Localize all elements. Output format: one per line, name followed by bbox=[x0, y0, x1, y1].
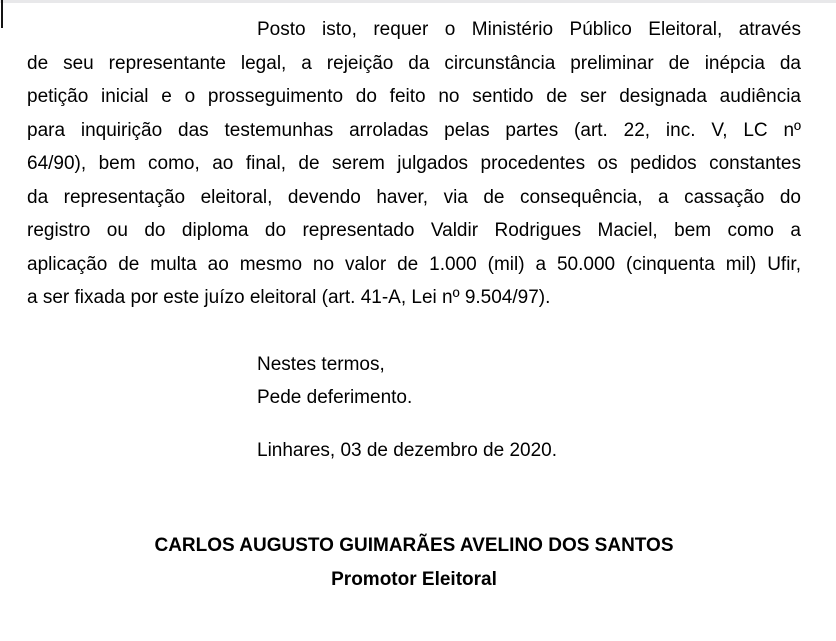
paragraph-line: de seu representante legal, a rejeição da circunstância preliminar de inépcia da bbox=[27, 52, 801, 74]
signature-role: Promotor Eleitoral bbox=[331, 568, 497, 590]
paragraph-line: registro ou do diploma do representado Valdir Rodrigues Maciel, bem como a bbox=[27, 220, 801, 241]
paragraph-line: a ser fixada por este juízo eleitoral (art. 41-A, Lei nº 9.504/97). bbox=[27, 287, 551, 308]
paragraph-line: 64/90), bem como, ao final, de serem julgados procedentes os pedidos constantes bbox=[27, 153, 801, 174]
dateline: Linhares, 03 de dezembro de 2020. bbox=[257, 439, 557, 461]
paragraph-line: para inquirição das testemunhas arroladas pelas partes (art. 22, inc. V, LC nº bbox=[27, 119, 801, 141]
paragraph-line: Posto isto, requer o Ministério Público Eleitoral, através bbox=[257, 19, 801, 40]
signature-name: CARLOS AUGUSTO GUIMARÃES AVELINO DOS SANTOS bbox=[154, 535, 674, 556]
signature-block bbox=[27, 529, 801, 596]
closing-line-deferment: Pede deferimento. bbox=[257, 387, 413, 408]
paragraph-line: da representação eleitoral, devendo haver, via de consequência, a cassação do bbox=[27, 186, 801, 208]
paragraph-line: petição inicial e o prosseguimento do feito no sentido de ser designada audiência bbox=[27, 86, 801, 107]
closing-block bbox=[257, 348, 801, 415]
petition-request-paragraph bbox=[27, 13, 801, 315]
closing-line-terms: Nestes termos, bbox=[257, 353, 385, 375]
paragraph-line: aplicação de multa ao mesmo no valor de 1.000 (mil) a 50.000 (cinquenta mil) Ufir, bbox=[27, 253, 801, 275]
